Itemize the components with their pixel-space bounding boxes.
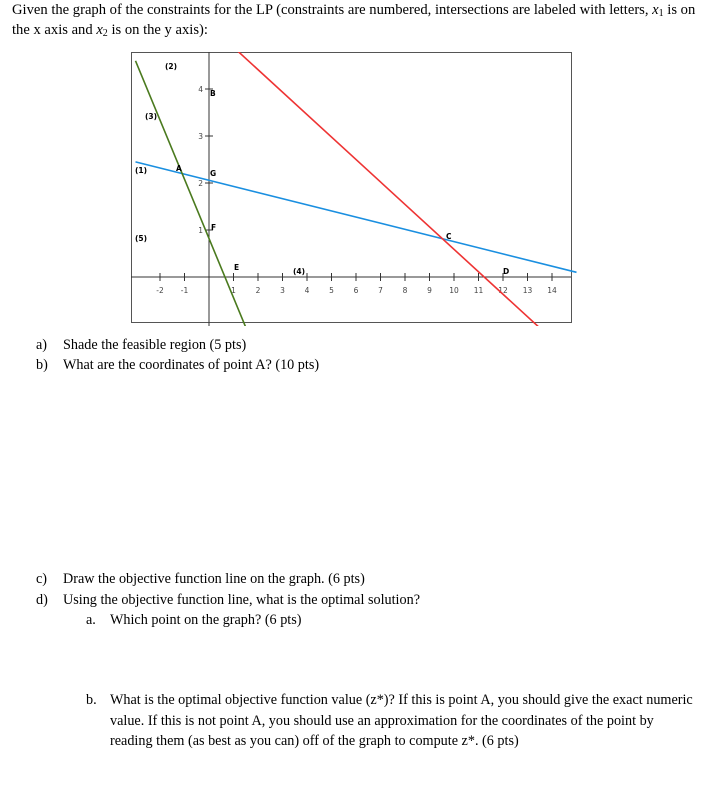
x-tick-label: 14 [547, 286, 557, 295]
x-tick-label: 13 [522, 286, 533, 295]
label-constraint-3: (3) [145, 112, 158, 121]
label-point-g: G [210, 169, 217, 178]
label-point-f: F [211, 223, 217, 232]
var-x1-subscript: 1 [658, 8, 664, 19]
y-tick-label: 3 [198, 132, 203, 141]
question-a-label: a) [36, 337, 48, 353]
question-d-a-label: a. [86, 612, 96, 628]
question-c [36, 569, 365, 589]
question-a-text: Shade the feasible region (5 pts) [63, 337, 247, 353]
label-point-c: C [446, 232, 452, 241]
x-tick-label: -1 [180, 286, 189, 295]
label-constraint-4: (4) [293, 267, 306, 276]
x-tick-label: 11 [473, 286, 484, 295]
x-tick-label: 5 [329, 286, 334, 295]
question-d [36, 590, 420, 610]
question-b-label: b) [36, 357, 48, 373]
intro-text-1: Given the graph of the constraints for the LP (constraints are numbered, intersections are labeled with letters, [12, 2, 653, 18]
problem-intro [12, 1, 702, 40]
y-tick-label: 2 [198, 179, 203, 188]
intro-text-3: is on the y axis): [107, 21, 208, 38]
x-tick-label: 9 [427, 286, 432, 295]
var-x1: x [652, 2, 659, 18]
label-constraint-5: (5) [135, 234, 148, 243]
intro-text-2: is on the x axis and [12, 2, 696, 38]
question-d-b-text: What is the optimal objective function value (z*)? If this is point A, you should give the exact numeric value. If this is not point A, you should use an approximation for the coordinates of the point by reading them (as best as you can) off of the graph to compute z*. (6 pts) [110, 692, 693, 749]
x-tick-label: -2 [156, 286, 164, 295]
question-d-a-text: Which point on the graph? (6 pts) [110, 612, 302, 628]
question-d-label: d) [36, 592, 48, 608]
y-tick-label: 1 [198, 226, 203, 235]
question-d-b-label: b. [86, 692, 97, 708]
x-tick-label: 6 [353, 286, 359, 295]
x-tick-label: 1 [231, 286, 236, 295]
y-tick-label: 4 [198, 85, 203, 94]
x-tick-label: 12 [498, 286, 508, 295]
question-d-text: Using the objective function line, what is the optimal solution? [63, 592, 420, 608]
label-point-d: D [503, 267, 510, 276]
question-c-text: Draw the objective function line on the graph. (6 pts) [63, 571, 365, 587]
label-constraint-1: (1) [135, 166, 148, 175]
var-x2-subscript: 2 [102, 27, 108, 39]
question-a [36, 335, 246, 355]
x-tick-label: 8 [402, 286, 408, 295]
constraint-graph [131, 52, 579, 326]
x-tick-label: 10 [449, 286, 459, 295]
label-constraint-2: (2) [165, 62, 178, 71]
question-d-b [86, 690, 696, 752]
question-c-label: c) [36, 571, 48, 587]
label-point-a: A [176, 164, 182, 173]
var-x2: x [96, 21, 103, 38]
question-b [36, 355, 319, 375]
x-tick-label: 3 [280, 286, 285, 295]
x-tick-label: 7 [378, 286, 383, 295]
label-point-e: E [234, 263, 240, 272]
label-point-b: B [210, 89, 216, 98]
x-tick-label: 4 [304, 286, 310, 295]
x-tick-label: 2 [255, 286, 261, 295]
question-d-a [86, 610, 301, 630]
question-b-text: What are the coordinates of point A? (10 pts) [63, 357, 320, 373]
